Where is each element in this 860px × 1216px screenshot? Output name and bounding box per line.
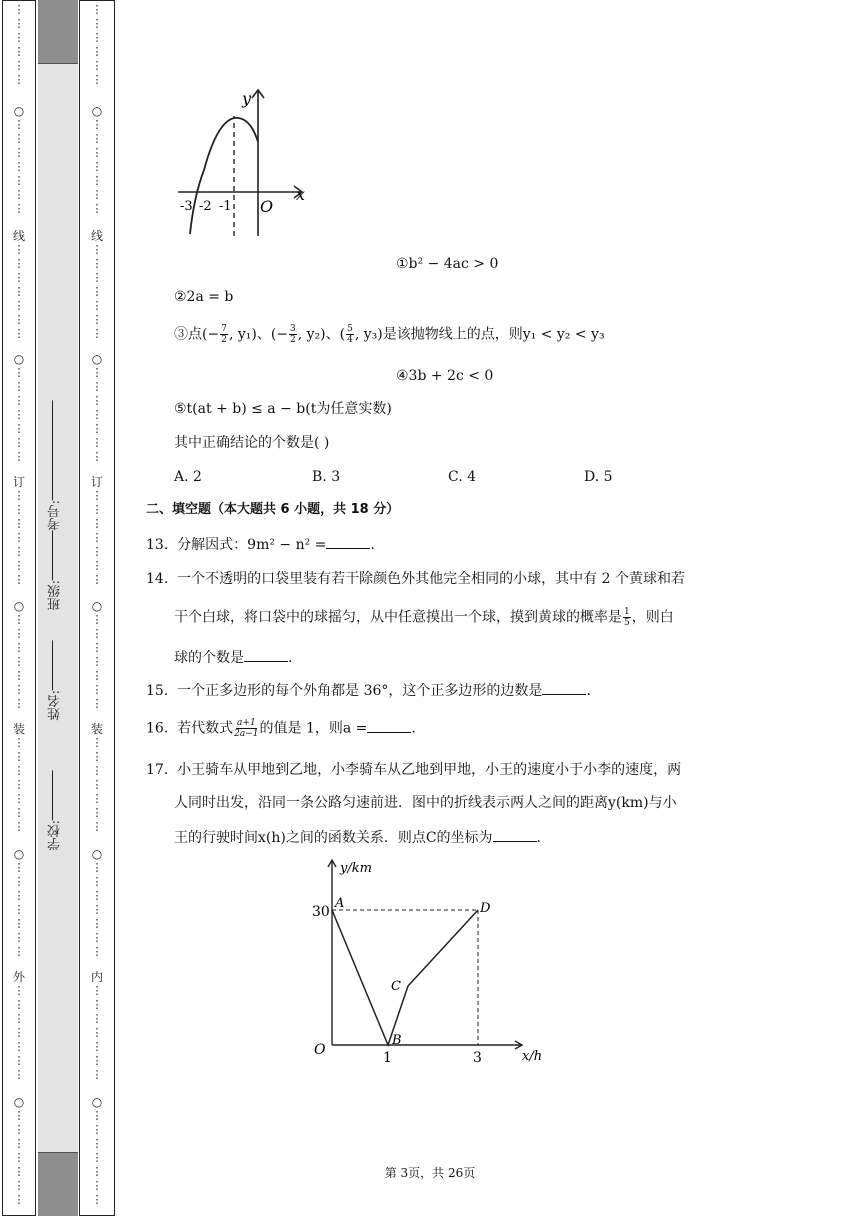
answer-blank[interactable]: [244, 648, 288, 662]
binding-mark: ○: [13, 1095, 25, 1109]
field-school: 学校:: [46, 770, 65, 850]
question-number: 14.: [146, 571, 169, 587]
point-label-b: B: [392, 1033, 402, 1048]
point-label-a: A: [335, 896, 345, 911]
dotted-separator: ⋮ ⋮ ⋮ ⋮ ⋮ ⋮ ⋮: [91, 861, 103, 958]
tick-label: -1: [219, 199, 232, 214]
origin-label: O: [314, 1042, 326, 1058]
tick-label: -3: [180, 199, 193, 214]
field-name: 姓名:: [46, 640, 65, 720]
y-axis-label: y: [242, 89, 252, 108]
statement-3: ③点(− $\frac{7}{2}$ , y₁)、(− $\frac{3}{2}$ , y₂)、( $\frac{5}{4}$ , y₃)是该抛物线上的点，则y₁ < y₂ < y₃: [174, 324, 605, 345]
binding-mark: ○: [91, 1095, 103, 1109]
answer-blank[interactable]: [542, 681, 586, 695]
x-axis-label: x: [296, 185, 306, 204]
binding-mark: 线: [12, 229, 25, 243]
binding-mark: ○: [13, 599, 25, 613]
dotted-separator: ⋮ ⋮ ⋮ ⋮ ⋮ ⋮ ⋮: [13, 366, 25, 463]
point-label-c: C: [391, 979, 401, 994]
y-axis-label: y/km: [340, 861, 372, 876]
option-d: D. 5: [584, 469, 613, 485]
parabola-graph: [172, 86, 312, 242]
question-14-line2: 干个白球，将口袋中的球摇匀，从中任意摸出一个球，摸到黄球的概率是 $\frac{1}{5}$ ，则白: [174, 607, 674, 628]
question-14: 14. 一个不透明的口袋里装有若干除颜色外其他完全相同的小球，其中有 2 个黄球和若: [146, 571, 685, 587]
question-number: 16.: [146, 720, 169, 737]
option-a: A. 2: [174, 469, 202, 485]
dotted-separator: ⋮ ⋮ ⋮ ⋮ ⋮ ⋮ ⋮: [13, 243, 25, 340]
question-number: 15.: [146, 683, 169, 699]
binding-mark: ○: [13, 847, 25, 861]
tick-label: -2: [199, 199, 212, 214]
binding-mark: ○: [13, 352, 25, 366]
distance-polyline: [332, 910, 478, 1045]
origin-label: O: [260, 197, 274, 216]
dotted-separator: ⋮ ⋮ ⋮ ⋮ ⋮ ⋮ ⋮: [13, 489, 25, 586]
field-class: 班级:: [46, 530, 65, 610]
statement-5: ⑤t(at + b) ≤ a − b(t为任意实数): [174, 401, 392, 417]
dotted-separator: ⋮ ⋮ ⋮ ⋮ ⋮ ⋮ ⋮: [13, 118, 25, 215]
dotted-separator: ⋮ ⋮ ⋮ ⋮ ⋮ ⋮ ⋮: [13, 984, 25, 1081]
dotted-separator: ⋮ ⋮ ⋮ ⋮ ⋮ ⋮ ⋮: [13, 613, 25, 710]
question-13: 13. 分解因式：9m² − n² = .: [146, 537, 375, 553]
binding-mark: ○: [13, 104, 25, 118]
dotted-separator: ⋮ ⋮ ⋮ ⋮ ⋮ ⋮ ⋮: [91, 613, 103, 710]
question-16: 16. 若代数式 $\frac{a+1}{2a-1}$ 的值是 1，则a = .: [146, 718, 416, 739]
answer-blank[interactable]: [493, 828, 537, 842]
question-14-line3: 球的个数是 .: [174, 650, 293, 666]
binding-mark: 装: [90, 722, 103, 736]
question-number: 17.: [146, 762, 169, 778]
dotted-separator: ⋮ ⋮ ⋮ ⋮ ⋮ ⋮ ⋮: [13, 861, 25, 958]
binding-mark: ○: [91, 847, 103, 861]
question-17: 17. 小王骑车从甲地到乙地，小李骑车从乙地到甲地，小王的速度小于小李的速度，两: [146, 762, 682, 778]
field-exam-number: 考号:: [46, 400, 65, 530]
dotted-separator: ⋮ ⋮ ⋮ ⋮ ⋮ ⋮: [13, 3, 25, 86]
answer-blank[interactable]: [367, 719, 411, 733]
page-footer: 第 3页，共 26页: [384, 1166, 476, 1180]
question-17-line2: 人同时出发，沿同一条公路匀速前进．图中的折线表示两人之间的距离y(km)与小: [174, 795, 677, 811]
x-tick-label: 3: [473, 1050, 482, 1066]
binding-mark: ○: [91, 104, 103, 118]
dotted-separator: ⋮ ⋮ ⋮ ⋮ ⋮ ⋮ ⋮: [91, 736, 103, 833]
binding-mark: 内: [90, 970, 103, 984]
binding-mark: 外: [12, 970, 25, 984]
option-b: B. 3: [312, 469, 341, 485]
binding-mark: 订: [12, 475, 25, 489]
question-prompt: 其中正确结论的个数是( ): [174, 435, 330, 451]
question-number: 13.: [146, 537, 169, 553]
question-17-line3: 王的行驶时间x(h)之间的函数关系．则点C的坐标为 .: [174, 830, 541, 846]
distance-time-graph: [308, 852, 560, 1068]
dotted-separator: ⋮ ⋮ ⋮ ⋮ ⋮ ⋮ ⋮: [13, 1109, 25, 1206]
statement-4: ④3b + 2c < 0: [396, 368, 494, 384]
dotted-separator: ⋮ ⋮ ⋮ ⋮ ⋮ ⋮ ⋮: [91, 984, 103, 1081]
point-label-d: D: [480, 901, 491, 916]
binding-mark: ○: [91, 599, 103, 613]
dotted-separator: ⋮ ⋮ ⋮ ⋮ ⋮ ⋮: [91, 3, 103, 86]
dotted-separator: ⋮ ⋮ ⋮ ⋮ ⋮ ⋮ ⋮: [91, 489, 103, 586]
statement-2: ②2a = b: [174, 289, 234, 305]
dotted-separator: ⋮ ⋮ ⋮ ⋮ ⋮ ⋮ ⋮: [91, 118, 103, 215]
answer-blank[interactable]: [326, 535, 370, 549]
binding-mark: ○: [91, 352, 103, 366]
dotted-separator: ⋮ ⋮ ⋮ ⋮ ⋮ ⋮ ⋮: [91, 243, 103, 340]
binding-mark: 线: [90, 229, 103, 243]
dotted-separator: ⋮ ⋮ ⋮ ⋮ ⋮ ⋮ ⋮: [91, 1109, 103, 1206]
section-title: 二、填空题（本大题共 6 小题，共 18 分）: [146, 502, 400, 517]
dotted-separator: ⋮ ⋮ ⋮ ⋮ ⋮ ⋮ ⋮: [13, 736, 25, 833]
binding-dark-top: [38, 0, 78, 64]
dotted-separator: ⋮ ⋮ ⋮ ⋮ ⋮ ⋮ ⋮: [91, 366, 103, 463]
binding-dark-bottom: [38, 1152, 78, 1216]
statement-1: ①b² − 4ac > 0: [396, 256, 499, 272]
question-15: 15. 一个正多边形的每个外角都是 36°，这个正多边形的边数是 .: [146, 683, 591, 699]
parabola-curve: [190, 118, 258, 234]
x-tick-label: 1: [383, 1050, 392, 1066]
y-tick-label: 30: [312, 904, 330, 920]
x-axis-label: x/h: [522, 1049, 543, 1064]
option-c: C. 4: [448, 469, 477, 485]
binding-mark: 订: [90, 475, 103, 489]
binding-mark: 装: [12, 722, 25, 736]
